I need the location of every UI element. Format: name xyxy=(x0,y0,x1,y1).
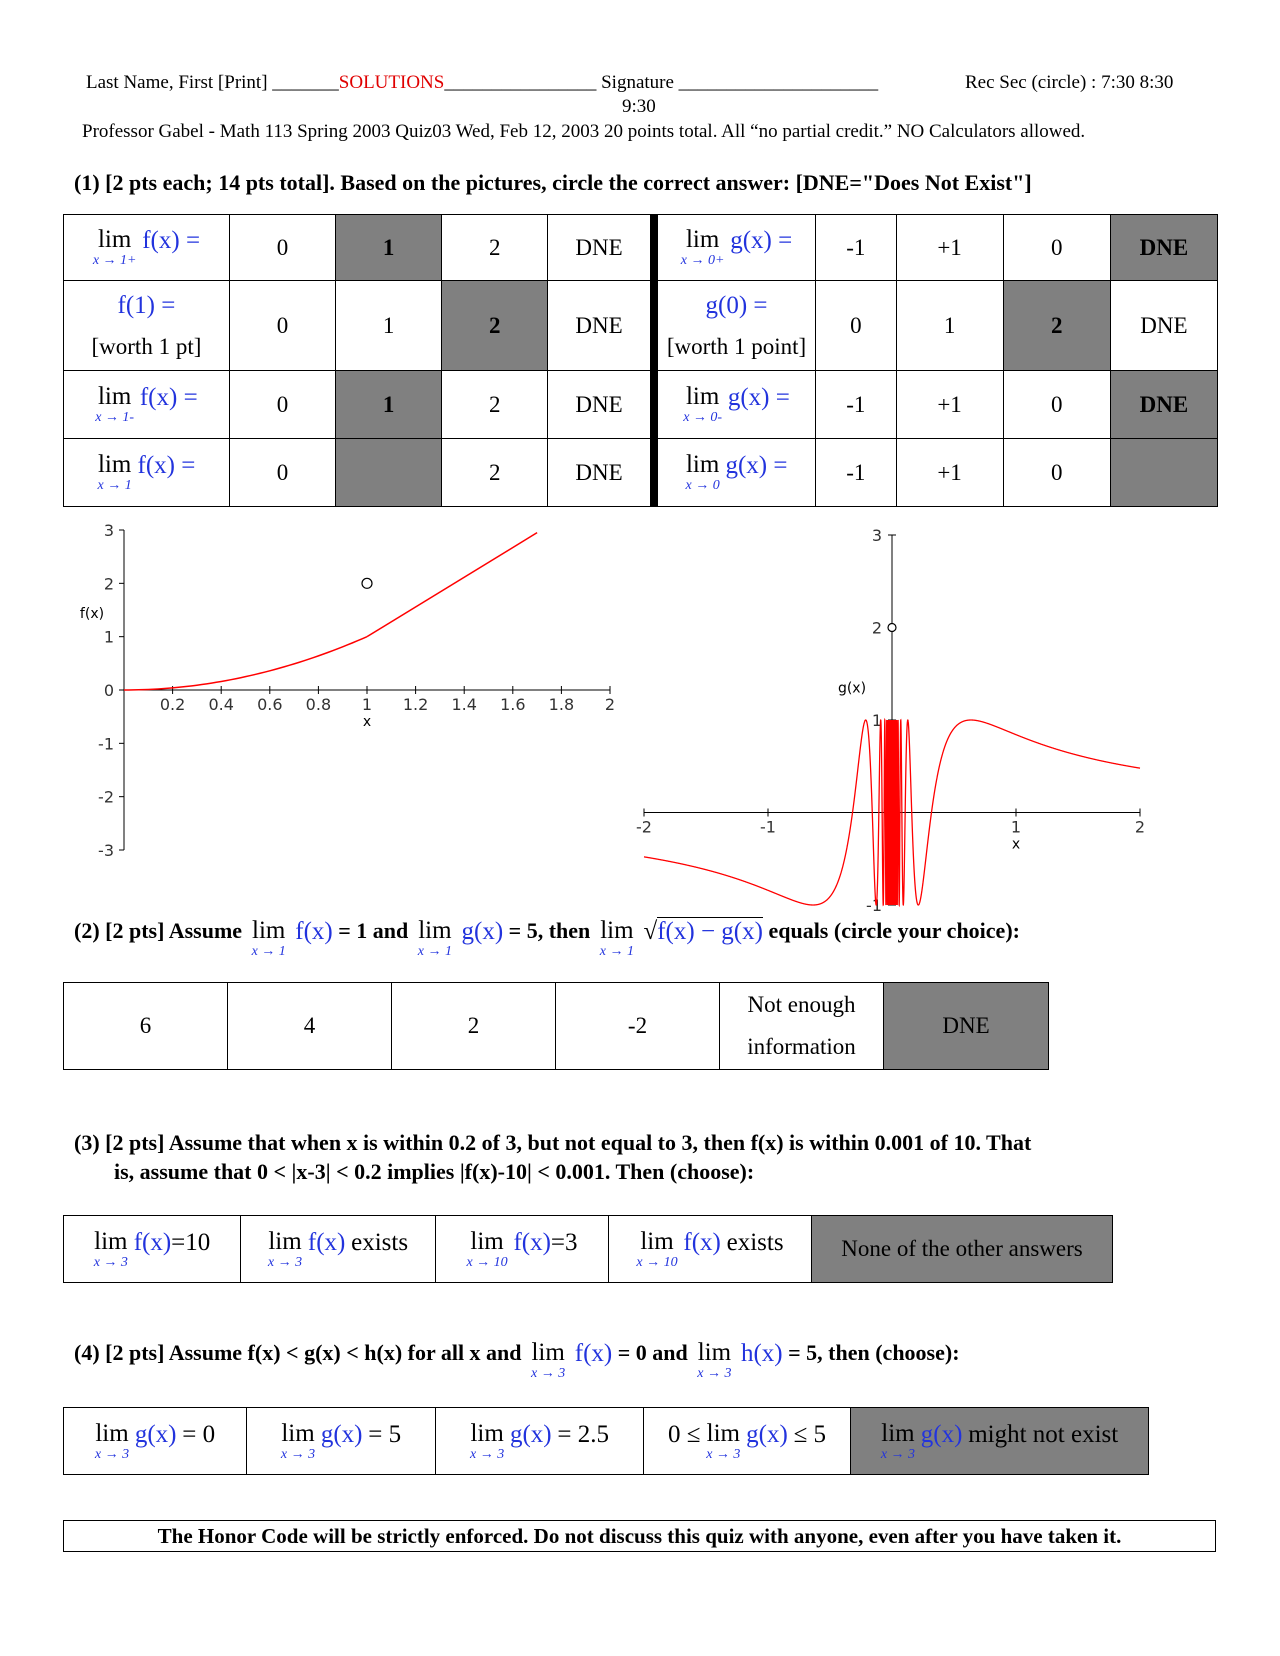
q1-g1-opt-3[interactable]: DNE xyxy=(1110,215,1217,281)
q1-g3-opt-0[interactable]: -1 xyxy=(816,371,896,439)
name-label: Last Name, First [Print] _______ xyxy=(86,72,339,93)
f-y-tick-label: 1 xyxy=(103,627,114,647)
q1-g2-opt-2[interactable]: 2 xyxy=(1003,281,1110,371)
q1-g4-opt-3[interactable] xyxy=(1110,439,1217,507)
rec-section-cont: 9:30 xyxy=(622,96,656,117)
q2-opt-3[interactable]: -2 xyxy=(556,983,720,1070)
q1-f4-opt-3[interactable]: DNE xyxy=(548,439,654,507)
g-graph xyxy=(636,508,1280,915)
q1-g4-opt-2[interactable]: 0 xyxy=(1003,439,1110,507)
q1-f4-opt-0[interactable]: 0 xyxy=(229,439,335,507)
f-curve-right xyxy=(367,533,537,637)
q1-g1-opt-2[interactable]: 0 xyxy=(1003,215,1110,281)
q4-opt-4[interactable]: lim x → 3 g(x) might not exist xyxy=(851,1408,1149,1475)
q3-opt-1[interactable]: lim x → 3 f(x) exists xyxy=(241,1216,436,1283)
q3-table xyxy=(63,1215,1113,1283)
q1-f2-opt-2[interactable]: 2 xyxy=(442,281,548,371)
honor-code-footer: The Honor Code will be strictly enforced. Do not discuss this quiz with anyone, even after you have taken it. xyxy=(63,1520,1216,1552)
f-y-tick-label: 2 xyxy=(103,574,114,594)
worth-g: [worth 1 point] xyxy=(666,333,807,359)
q2-opt-0[interactable]: 6 xyxy=(64,983,228,1070)
f-graph xyxy=(0,508,640,908)
g-y-axis-label: g(x) xyxy=(837,680,867,697)
f-y-tick-label: 0 xyxy=(103,681,114,700)
q3-opt-3[interactable]: lim x → 10 f(x) exists xyxy=(609,1216,812,1283)
q4-opt-0[interactable]: lim x → 3 g(x) = 0 xyxy=(64,1408,247,1475)
q1-f1-opt-0[interactable]: 0 xyxy=(229,215,335,281)
q1-g2-opt-3[interactable]: DNE xyxy=(1110,281,1217,371)
q1-f-prompt-2: f(1) = [worth 1 pt] xyxy=(64,281,230,371)
g-x-tick-label: 2 xyxy=(1134,817,1146,837)
f-curve-left xyxy=(124,637,367,690)
q2-opt-4[interactable]: Not enough information xyxy=(720,983,884,1070)
q3-line1: (3) [2 pts] Assume that when x is within 0.2 of 3, but not equal to 3, then f(x) is within 0.001 of 10. That xyxy=(74,1130,1032,1155)
q1-f-prompt-3: lim x → 1- f(x) = xyxy=(64,371,230,439)
f-x-tick-label: 1.2 xyxy=(402,695,429,714)
signature-label: Signature _____________________ xyxy=(601,72,879,93)
f-x-tick-label: 0.2 xyxy=(159,695,186,714)
f-x-tick-label: 1 xyxy=(361,695,373,714)
q4-prompt: (4) [2 pts] Assume f(x) < g(x) < h(x) for all x and lim x → 3 f(x) = 0 and lim x → 3 h(x) = 5, then (choose): xyxy=(74,1339,960,1381)
q2-table xyxy=(63,982,1049,1070)
q1-f4-opt-2[interactable]: 2 xyxy=(442,439,548,507)
q4-table xyxy=(63,1407,1149,1475)
g-point xyxy=(888,624,896,632)
g-y-tick-label: -1 xyxy=(866,896,882,915)
f-y-tick-label: 3 xyxy=(103,521,114,540)
f-y-axis-label: f(x) xyxy=(79,606,105,622)
q1-g3-opt-1[interactable]: +1 xyxy=(896,371,1003,439)
q1-f3-opt-0[interactable]: 0 xyxy=(229,371,335,439)
q3-line2: is, assume that 0 < |x-3| < 0.2 implies |f(x)-10| < 0.001. Then (choose): xyxy=(114,1159,755,1184)
f-x-axis-label: x xyxy=(362,714,372,730)
f-x-tick-label: 0.8 xyxy=(305,695,332,714)
g-x-tick-label: 1 xyxy=(1010,817,1022,837)
q3-opt-0[interactable]: lim x → 3 f(x)=10 xyxy=(64,1216,241,1283)
course-line: Professor Gabel - Math 113 Spring 2003 Quiz03 Wed, Feb 12, 2003 20 points total. All “no partial credit.” NO Calculators allowed. xyxy=(82,121,1086,142)
name-line xyxy=(86,72,878,94)
g-y-tick-label: 2 xyxy=(871,618,882,638)
sqrt-sign: √ xyxy=(643,918,658,945)
q1-f1-opt-1[interactable]: 1 xyxy=(336,215,442,281)
q1-f2-opt-3[interactable]: DNE xyxy=(548,281,654,371)
q1-f2-opt-1[interactable]: 1 xyxy=(336,281,442,371)
f-x-tick-label: 0.4 xyxy=(208,695,234,714)
q1-f-prompt-4: lim x → 1 f(x) = xyxy=(64,439,230,507)
q2-opt-1[interactable]: 4 xyxy=(228,983,392,1070)
g-y-tick-label: 3 xyxy=(871,526,882,545)
q1-table xyxy=(63,214,1218,507)
q2-opt-2[interactable]: 2 xyxy=(392,983,556,1070)
q4-opt-2[interactable]: lim x → 3 g(x) = 2.5 xyxy=(436,1408,644,1475)
q1-f-prompt-1: lim x → 1+ f(x) = xyxy=(64,215,230,281)
q1-g1-opt-0[interactable]: -1 xyxy=(816,215,896,281)
q1-f1-opt-2[interactable]: 2 xyxy=(442,215,548,281)
q1-g-prompt-1: lim x → 0+ g(x) = xyxy=(654,215,816,281)
q1-f3-opt-2[interactable]: 2 xyxy=(442,371,548,439)
worth-f: [worth 1 pt] xyxy=(91,333,202,359)
q1-g3-opt-2[interactable]: 0 xyxy=(1003,371,1110,439)
q3-opt-4[interactable]: None of the other answers xyxy=(812,1216,1113,1283)
q1-prompt: (1) [2 pts each; 14 pts total]. Based on the pictures, circle the correct answer: [DNE="Does Not Exist"] xyxy=(74,170,1032,195)
name-value: SOLUTIONS xyxy=(338,72,445,93)
f-open-point xyxy=(362,578,372,588)
q1-f3-opt-3[interactable]: DNE xyxy=(548,371,654,439)
f-y-tick-label: -1 xyxy=(98,734,114,754)
q1-f2-opt-0[interactable]: 0 xyxy=(229,281,335,371)
g-x-tick-label: -2 xyxy=(636,817,652,837)
f-y-tick-label: -3 xyxy=(98,841,114,860)
g-x-tick-label: -1 xyxy=(760,817,776,837)
q1-f3-opt-1[interactable]: 1 xyxy=(336,371,442,439)
g-y-tick-label: 1 xyxy=(871,711,882,730)
q1-f4-opt-1[interactable] xyxy=(336,439,442,507)
g-x-axis-label: x xyxy=(1011,836,1021,853)
q4-opt-3[interactable]: 0 ≤ lim x → 3 g(x) ≤ 5 xyxy=(644,1408,851,1475)
rec-section: Rec Sec (circle) : 7:30 8:30 xyxy=(965,72,1174,93)
q1-g-prompt-4: lim x → 0 g(x) = xyxy=(654,439,816,507)
q1-g-prompt-2: g(0) = [worth 1 point] xyxy=(654,281,816,371)
f-x-tick-label: 1.6 xyxy=(500,695,526,714)
q1-g1-opt-1[interactable]: +1 xyxy=(896,215,1003,281)
f-x-tick-label: 0.6 xyxy=(257,695,283,714)
f-x-tick-label: 1.4 xyxy=(451,695,477,714)
q4-opt-1[interactable]: lim x → 3 g(x) = 5 xyxy=(247,1408,436,1475)
q1-g2-opt-0[interactable]: 0 xyxy=(816,281,896,371)
name-blank: ________________ xyxy=(444,72,597,93)
q1-g-prompt-3: lim x → 0- g(x) = xyxy=(654,371,816,439)
q1-f1-opt-3[interactable]: DNE xyxy=(548,215,654,281)
q2-prompt: (2) [2 pts] Assume lim x → 1 f(x) = 1 and lim x → 1 g(x) = 5, then lim x → 1 √f(x) − g(x) equals (circle your choice): xyxy=(74,917,1020,959)
q1-g2-opt-1[interactable]: 1 xyxy=(896,281,1003,371)
f-y-tick-label: -2 xyxy=(98,787,114,807)
q3-opt-2[interactable]: lim x → 10 f(x)=3 xyxy=(436,1216,609,1283)
f-x-tick-label: 1.8 xyxy=(548,695,575,714)
q2-opt-5[interactable]: DNE xyxy=(884,983,1049,1070)
q1-g4-opt-1[interactable]: +1 xyxy=(896,439,1003,507)
f-x-tick-label: 2 xyxy=(604,695,616,714)
q1-g3-opt-3[interactable]: DNE xyxy=(1110,371,1217,439)
q1-g4-opt-0[interactable]: -1 xyxy=(816,439,896,507)
